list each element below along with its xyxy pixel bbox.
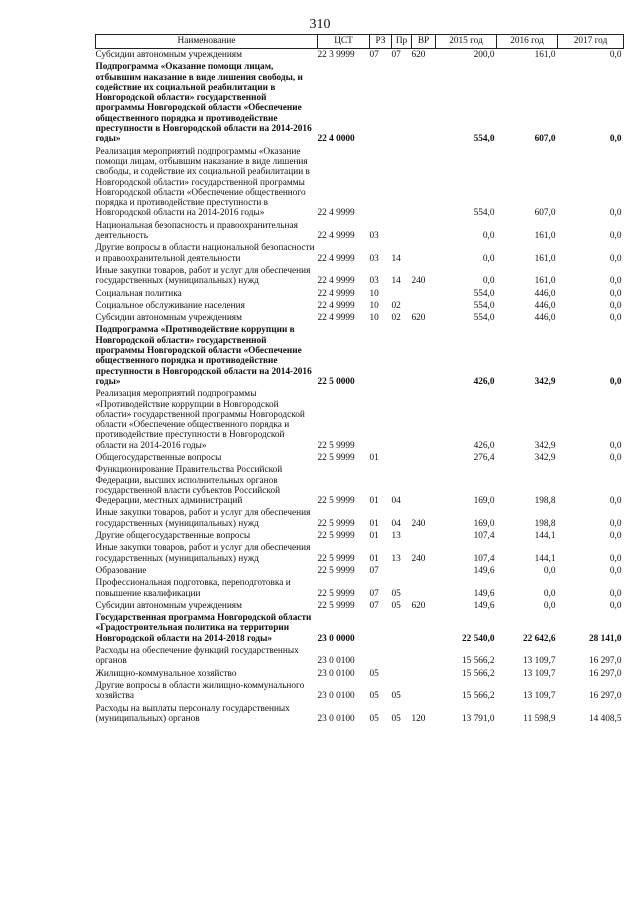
cell-cst: 22 4 9999 (317, 231, 355, 242)
cell-y2017: 0,0 (609, 531, 622, 542)
cell-name: Иные закупки товаров, работ и услуг для обеспечения государственных (муниципальных) нужд (95, 508, 311, 529)
cell-pr (392, 220, 412, 243)
cell-vr (412, 324, 436, 388)
cell-y2017: 0,0 (609, 496, 622, 507)
header-pr: Пр (392, 35, 412, 49)
cell-vr (412, 680, 436, 703)
cell-vr (412, 242, 436, 265)
cell-cst: 22 5 9999 (317, 518, 355, 529)
cell-pr (392, 565, 412, 577)
cell-pr: 05 (391, 588, 401, 599)
cell-y2016: 11 598,9 (523, 713, 556, 724)
cell-y2015: 149,6 (473, 588, 495, 599)
cell-vr (412, 530, 436, 542)
cell-y2017: 0,0 (609, 253, 622, 264)
cell-y2017: 16 297,0 (588, 656, 622, 667)
cell-name: Реализация мероприятий подпрограммы «Противодействие коррупции в Новгородской области» государственной программы Новгородской области «Обеспечение общественного порядка и противодействие преступности в Новгородской области на 2014-2016 годы» (95, 389, 305, 451)
cell-y2015: 0,0 (482, 276, 495, 287)
cell-rz: 05 (369, 691, 379, 702)
cell-cst: 22 4 9999 (317, 288, 355, 299)
cell-rz: 03 (369, 231, 379, 242)
cell-name: Образование (95, 565, 147, 576)
cell-cst: 23 0 0100 (317, 668, 355, 679)
cell-y2015: 169,0 (473, 518, 495, 529)
header-2016: 2016 год (497, 35, 558, 49)
cell-name: Социальное обслуживание населения (95, 300, 245, 311)
cell-name: Субсидии автономным учреждениям (95, 600, 242, 611)
cell-y2015: 554,0 (473, 313, 495, 324)
cell-y2016: 13 109,7 (522, 668, 556, 679)
table-row (96, 680, 624, 703)
cell-vr (412, 288, 436, 300)
cell-rz: 05 (369, 713, 379, 724)
cell-y2015: 15 566,2 (461, 656, 495, 667)
cell-y2017: 0,0 (609, 231, 622, 242)
cell-name: Государственная программа Новгородской области «Градостроительная политика на территории Новгородской области на 2014-2018 годы» (95, 613, 312, 644)
cell-cst: 22 5 9999 (317, 565, 355, 576)
cell-y2015: 554,0 (473, 300, 495, 311)
cell-pr: 05 (391, 713, 401, 724)
cell-y2016: 22 642,6 (522, 633, 556, 644)
table-row (96, 507, 624, 530)
cell-vr (412, 61, 436, 145)
table-row (96, 464, 624, 507)
table-row (96, 300, 624, 312)
cell-y2016: 446,0 (534, 300, 556, 311)
cell-cst: 22 5 9999 (317, 440, 355, 451)
cell-y2016: 0,0 (543, 600, 556, 611)
table-row (96, 288, 624, 300)
cell-name: Расходы на выплаты персоналу государственных (муниципальных) органов (95, 703, 290, 724)
cell-pr (392, 645, 412, 668)
cell-vr: 240 (411, 518, 426, 529)
cell-cst: 22 4 0000 (317, 134, 355, 145)
table-row (96, 703, 624, 726)
cell-y2015: 554,0 (473, 288, 495, 299)
cell-pr (392, 388, 412, 452)
cell-name: Другие общегосударственные вопросы (95, 531, 251, 542)
cell-pr (392, 288, 412, 300)
cell-rz (370, 61, 392, 145)
cell-y2017: 0,0 (609, 553, 622, 564)
cell-rz (370, 324, 392, 388)
cell-pr: 14 (391, 276, 401, 287)
cell-pr: 04 (391, 496, 401, 507)
cell-y2016: 607,0 (534, 208, 556, 219)
cell-rz: 10 (369, 288, 379, 299)
cell-rz: 01 (369, 496, 379, 507)
cell-y2015: 554,0 (473, 134, 495, 145)
cell-pr: 05 (391, 600, 401, 611)
cell-y2015: 169,0 (473, 496, 495, 507)
cell-y2017: 0,0 (609, 288, 622, 299)
cell-name: Иные закупки товаров, работ и услуг для обеспечения государственных (муниципальных) нужд (95, 265, 311, 287)
cell-y2016: 342,9 (534, 452, 556, 463)
cell-cst: 22 5 9999 (317, 496, 355, 507)
cell-y2017: 0,0 (609, 300, 622, 311)
header-name: Наименование (96, 35, 318, 49)
cell-cst: 22 4 9999 (317, 300, 355, 311)
cell-y2016: 161,0 (534, 231, 556, 242)
table-row (96, 612, 624, 645)
header-rz: РЗ (370, 35, 392, 49)
cell-vr: 620 (411, 600, 426, 611)
cell-cst: 23 0 0000 (317, 633, 355, 644)
cell-vr (412, 300, 436, 312)
cell-cst: 23 0 0100 (317, 713, 355, 724)
cell-cst: 22 4 9999 (317, 276, 355, 287)
cell-name: Национальная безопасность и правоохранительная деятельность (95, 220, 298, 242)
cell-name: Жилищно-коммунальное хозяйство (95, 668, 237, 679)
cell-vr (412, 220, 436, 243)
cell-pr: 07 (391, 50, 401, 60)
cell-name: Расходы на обеспечение функций государственных органов (95, 646, 299, 667)
cell-name: Подпрограмма «Противодействие коррупции в Новгородской области» государственной программы Новгородской области «Обеспечение общественного порядка и противодействие преступности в Новгородской области на 2014-2016 годы» (95, 325, 312, 387)
cell-y2016: 0,0 (543, 565, 556, 576)
cell-vr (412, 565, 436, 577)
cell-vr: 240 (411, 276, 426, 287)
cell-rz: 07 (369, 565, 379, 576)
cell-cst: 22 5 9999 (317, 553, 355, 564)
cell-rz: 03 (369, 276, 379, 287)
cell-y2017: 0,0 (609, 376, 622, 387)
cell-vr (412, 146, 436, 220)
table-row (96, 452, 624, 464)
cell-y2016: 161,0 (534, 253, 556, 264)
cell-y2015: 0,0 (482, 231, 495, 242)
cell-y2015: 107,4 (473, 531, 495, 542)
table-row (96, 61, 624, 145)
cell-rz: 03 (369, 253, 379, 264)
cell-rz (370, 388, 392, 452)
cell-y2017: 0,0 (609, 276, 622, 287)
cell-cst: 22 5 9999 (317, 531, 355, 542)
cell-y2016: 13 109,7 (522, 656, 556, 667)
cell-rz: 05 (369, 668, 379, 679)
cell-y2016: 342,9 (534, 440, 556, 451)
cell-pr: 04 (391, 518, 401, 529)
table-row (96, 220, 624, 243)
cell-vr: 120 (411, 713, 426, 724)
cell-name: Реализация мероприятий подпрограммы «Оказание помощи лицам, отбывшим наказание в виде лишения свободы, и содействие их социальной реабилитации в Новгородской области» государственной программы Новгородской области «Обеспечение общественного порядка и противодействие преступности в Новгородской области на 2014-2016 годы» (95, 146, 310, 219)
cell-y2017: 0,0 (609, 208, 622, 219)
cell-pr: 02 (391, 300, 401, 311)
table-row (96, 577, 624, 600)
cell-pr (392, 61, 412, 145)
cell-rz: 07 (369, 600, 379, 611)
cell-pr: 13 (391, 553, 401, 564)
cell-vr: 240 (411, 553, 426, 564)
cell-y2015: 0,0 (482, 253, 495, 264)
cell-y2015: 149,6 (473, 565, 495, 576)
cell-rz: 01 (369, 452, 379, 463)
cell-y2016: 342,9 (534, 376, 556, 387)
cell-y2015: 426,0 (473, 440, 495, 451)
cell-name: Социальная политика (95, 288, 182, 299)
cell-pr: 14 (391, 253, 401, 264)
cell-pr: 02 (391, 313, 401, 324)
cell-vr (412, 388, 436, 452)
cell-y2017: 0,0 (609, 588, 622, 599)
table-row (96, 645, 624, 668)
cell-cst: 22 5 0000 (317, 376, 355, 387)
cell-y2016: 161,0 (534, 276, 556, 287)
cell-cst: 22 5 9999 (317, 452, 355, 463)
header-vr: ВР (412, 35, 436, 49)
cell-y2016: 0,0 (543, 588, 556, 599)
cell-y2017: 0,0 (609, 313, 622, 324)
header-2017: 2017 год (558, 35, 624, 49)
cell-rz (370, 146, 392, 220)
cell-y2015: 200,0 (473, 50, 495, 60)
cell-name: Субсидии автономным учреждениям (95, 50, 242, 60)
cell-cst: 22 4 9999 (317, 208, 355, 219)
cell-y2016: 198,8 (534, 496, 556, 507)
cell-y2016: 144,1 (534, 531, 556, 542)
cell-vr (412, 452, 436, 464)
cell-y2017: 0,0 (609, 50, 622, 60)
budget-table (95, 34, 624, 725)
cell-y2017: 0,0 (609, 134, 622, 145)
cell-name: Функционирование Правительства Российской Федерации, высших исполнительных органов государственной власти субъектов Российской Федерации, местных администраций (95, 465, 283, 507)
cell-cst: 23 0 0100 (317, 691, 355, 702)
cell-vr (412, 612, 436, 645)
cell-cst: 22 3 9999 (317, 50, 355, 60)
table-row (96, 312, 624, 324)
cell-y2016: 13 109,7 (522, 691, 556, 702)
cell-name: Иные закупки товаров, работ и услуг для обеспечения государственных (муниципальных) нужд (95, 543, 311, 564)
cell-name: Общегосударственные вопросы (95, 452, 222, 463)
cell-pr: 05 (391, 691, 401, 702)
cell-cst: 22 5 9999 (317, 600, 355, 611)
table-row (96, 542, 624, 565)
header-cst: ЦСТ (318, 35, 370, 49)
cell-rz: 01 (369, 531, 379, 542)
cell-vr (412, 668, 436, 680)
cell-y2017: 0,0 (609, 518, 622, 529)
cell-cst: 22 4 9999 (317, 253, 355, 264)
cell-rz: 07 (369, 50, 379, 60)
cell-name: Профессиональная подготовка, переподготовка и повышение квалификации (95, 578, 291, 599)
table-row (96, 388, 624, 452)
cell-y2016: 446,0 (534, 288, 556, 299)
table-row (96, 242, 624, 265)
cell-rz: 01 (369, 553, 379, 564)
table-header-row (96, 35, 624, 49)
cell-rz: 10 (369, 313, 379, 324)
cell-vr: 620 (411, 50, 426, 60)
cell-y2015: 149,6 (473, 600, 495, 611)
table-row (96, 668, 624, 680)
cell-pr (392, 146, 412, 220)
cell-y2017: 16 297,0 (588, 691, 622, 702)
cell-rz: 10 (369, 300, 379, 311)
cell-cst: 22 5 9999 (317, 588, 355, 599)
cell-y2015: 276,4 (473, 452, 495, 463)
table-row (96, 600, 624, 612)
page-number: 310 (309, 17, 331, 32)
cell-y2015: 15 566,2 (461, 691, 495, 702)
cell-pr (392, 324, 412, 388)
cell-y2017: 0,0 (609, 600, 622, 611)
cell-y2017: 14 408,5 (588, 713, 622, 724)
cell-y2017: 0,0 (609, 440, 622, 451)
table-row (96, 565, 624, 577)
cell-vr (412, 464, 436, 507)
table-row (96, 49, 624, 62)
table-row (96, 146, 624, 220)
cell-rz: 01 (369, 518, 379, 529)
cell-y2016: 607,0 (534, 134, 556, 145)
cell-vr: 620 (411, 313, 426, 324)
cell-y2015: 13 791,0 (461, 713, 495, 724)
cell-rz (370, 612, 392, 645)
cell-y2016: 198,8 (534, 518, 556, 529)
cell-name: Другие вопросы в области национальной безопасности и правоохранительной деятельности (95, 243, 315, 264)
cell-cst: 22 4 9999 (317, 313, 355, 324)
cell-cst: 23 0 0100 (317, 656, 355, 667)
table-row (96, 324, 624, 388)
cell-y2017: 16 297,0 (588, 668, 622, 679)
cell-y2016: 161,0 (534, 50, 556, 60)
cell-pr (392, 452, 412, 464)
cell-vr (412, 645, 436, 668)
cell-y2017: 0,0 (609, 565, 622, 576)
cell-pr (392, 612, 412, 645)
cell-y2016: 144,1 (534, 553, 556, 564)
cell-name: Субсидии автономным учреждениям (95, 313, 242, 324)
header-2015: 2015 год (436, 35, 497, 49)
cell-y2017: 0,0 (609, 452, 622, 463)
cell-y2015: 107,4 (473, 553, 495, 564)
cell-rz (370, 645, 392, 668)
table-row (96, 265, 624, 288)
cell-y2015: 22 540,0 (461, 633, 495, 644)
cell-pr (392, 668, 412, 680)
cell-y2015: 554,0 (473, 208, 495, 219)
cell-y2016: 446,0 (534, 313, 556, 324)
cell-name: Другие вопросы в области жилищно-коммунального хозяйства (95, 680, 305, 702)
cell-name: Подпрограмма «Оказание помощи лицам, отбывшим наказание в виде лишения свободы, и содействие их социальной реабилитации в Новгородской области» государственной программы Новгородской области «Обеспечение общественного порядка и противодействие преступности в Новгородской области на 2014-2016 годы» (95, 62, 312, 145)
cell-pr: 13 (391, 531, 401, 542)
cell-y2017: 28 141,0 (588, 633, 622, 644)
cell-y2015: 15 566,2 (461, 668, 495, 679)
cell-y2015: 426,0 (473, 376, 495, 387)
cell-rz: 07 (369, 588, 379, 599)
table-row (96, 530, 624, 542)
cell-vr (412, 577, 436, 600)
